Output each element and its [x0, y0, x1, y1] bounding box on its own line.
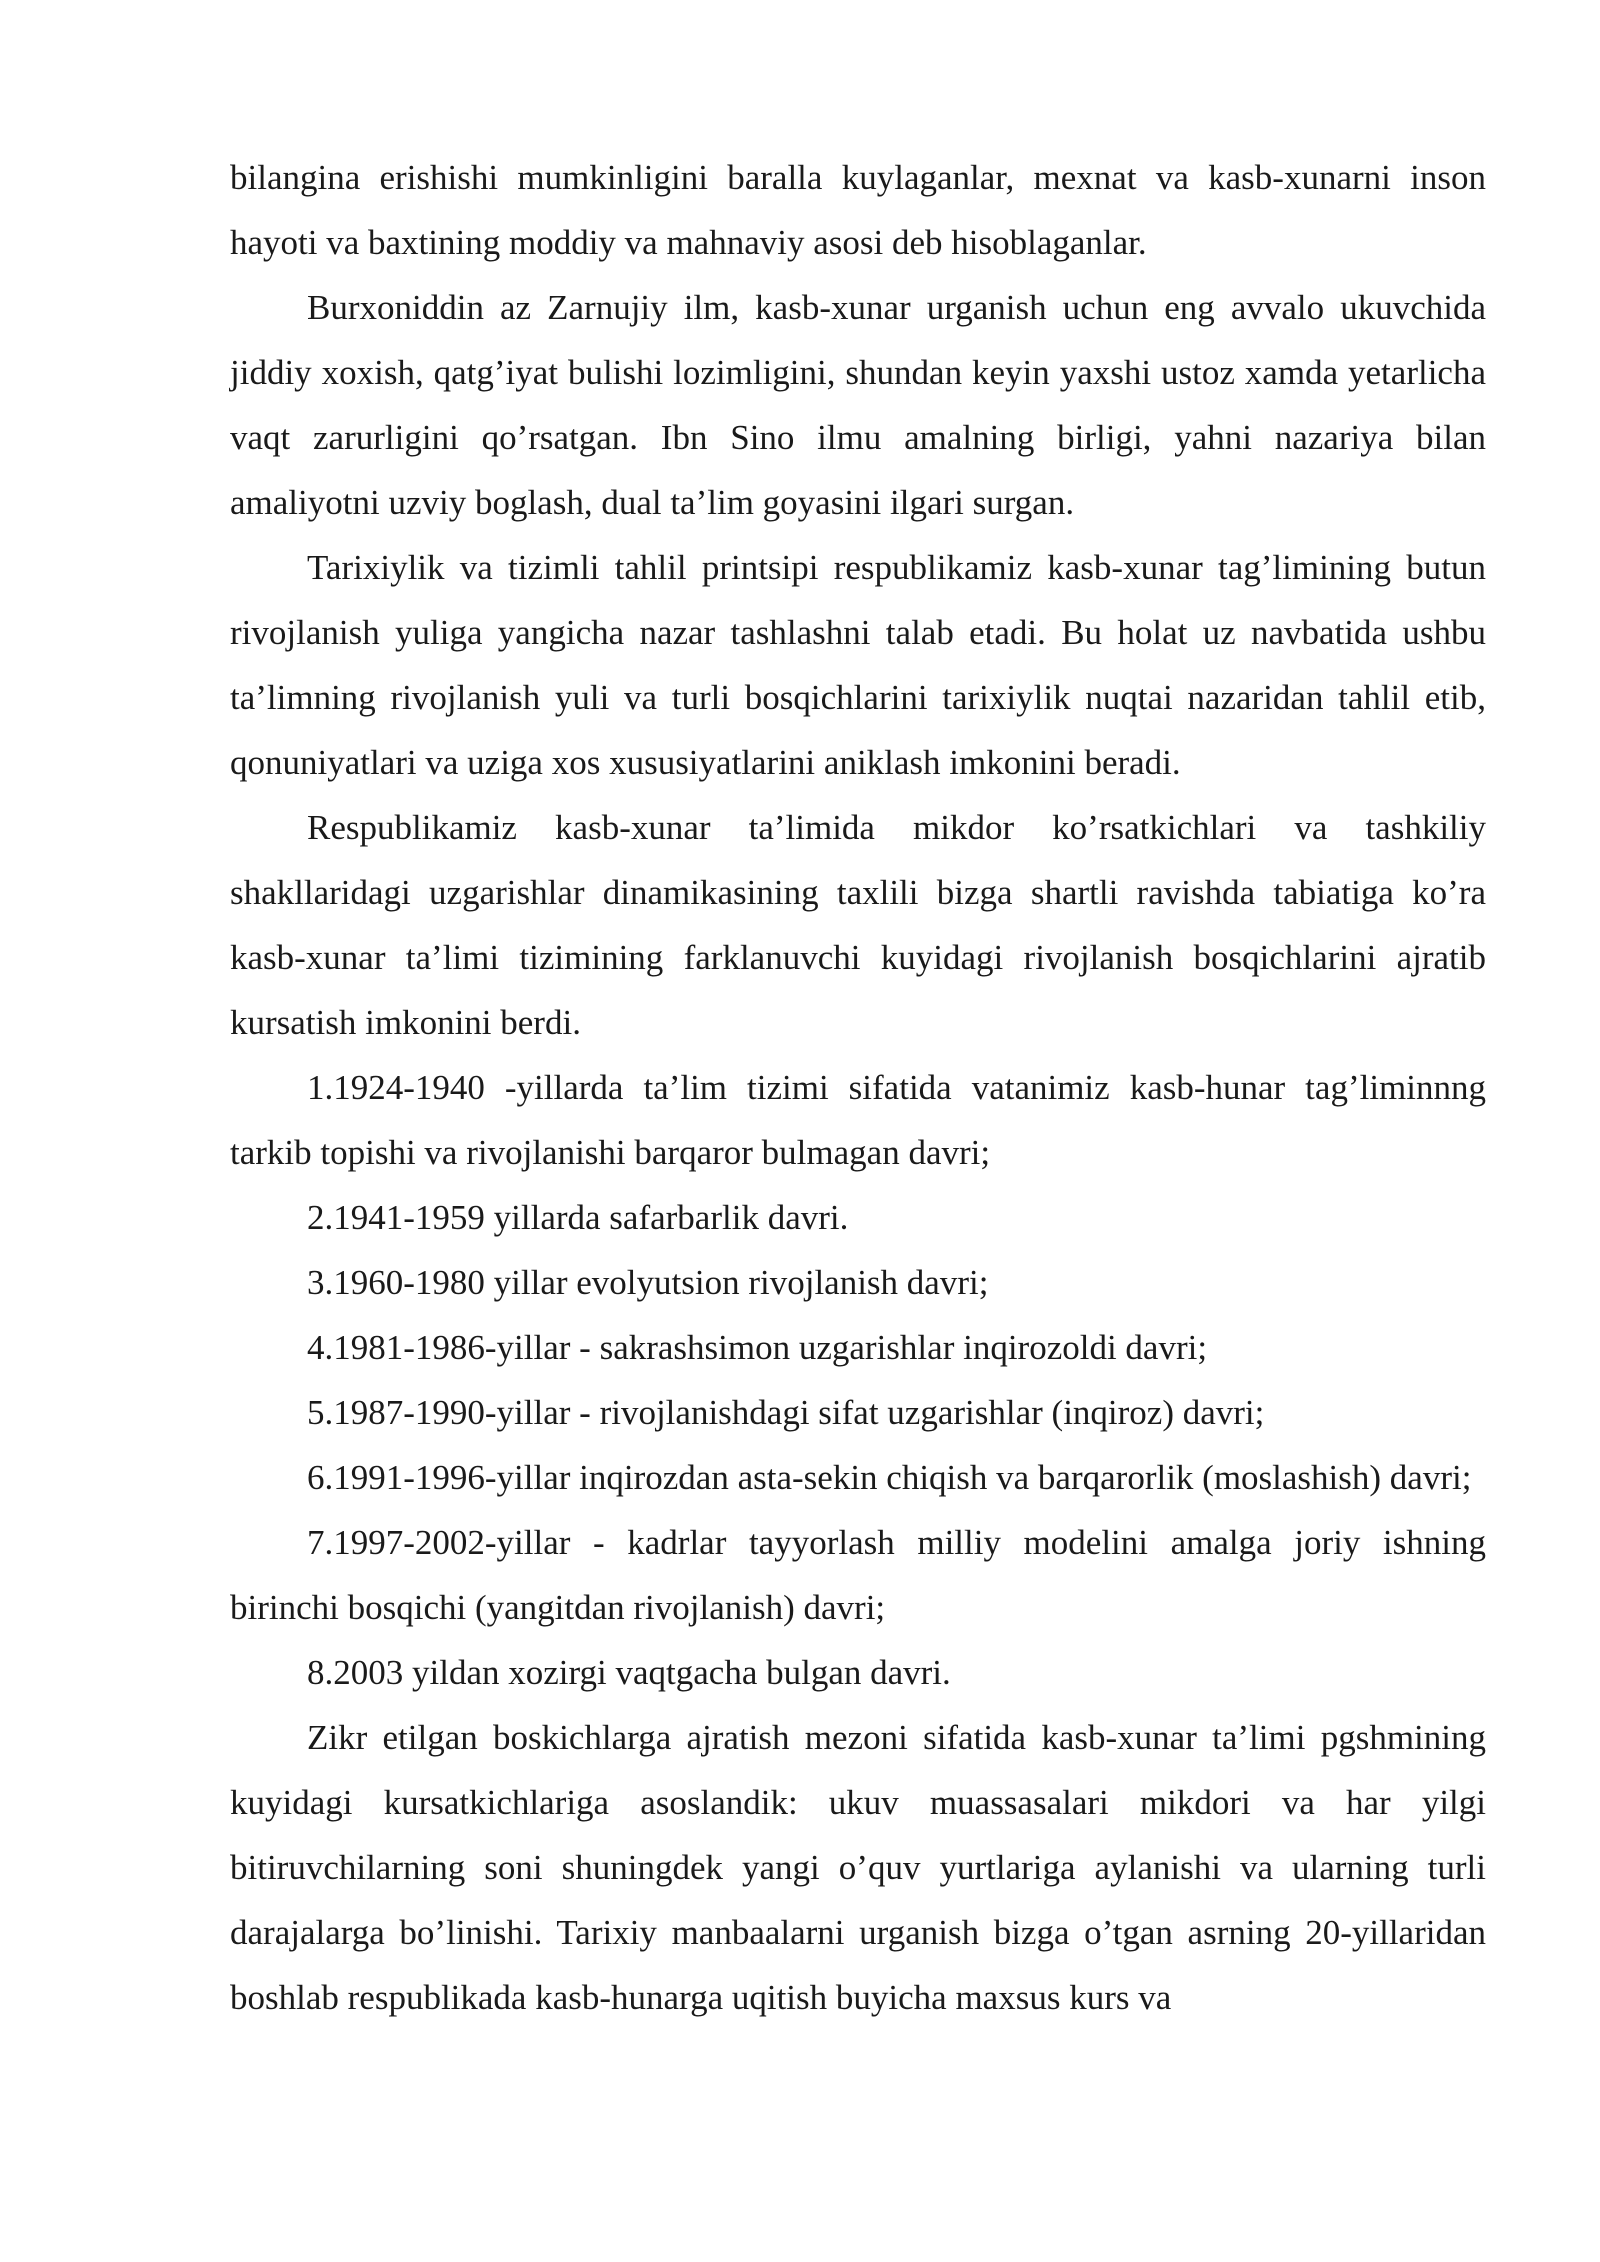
- document-page: [230, 145, 1486, 2030]
- paragraph-stages-intro: Respublikamiz kasb-xunar ta’limida mikdor ko’rsatkichlari va tashkiliy shakllaridagi uzgarishlar dinamikasining taxlili bizga shartli ravishda tabiatiga ko’ra kasb-xunar ta’limi tizimining farklanuvchi kuyidagi rivojlanish bosqichlarini ajratib kursatish imkonini berdi.: [230, 808, 1486, 1042]
- list-item-stage-6: 6.1991-1996-yillar inqirozdan asta-sekin chiqish va barqarorlik (moslashish) davri;: [307, 1458, 1472, 1497]
- list-item-stage-2: 2.1941-1959 yillarda safarbarlik davri.: [307, 1198, 849, 1237]
- list-item-stage-5: 5.1987-1990-yillar - rivojlanishdagi sifat uzgarishlar (inqiroz) davri;: [307, 1393, 1265, 1432]
- paragraph-historicity-principle: Tarixiylik va tizimli tahlil printsipi respublikamiz kasb-xunar tag’limining butun rivojlanish yuliga yangicha nazar tashlashni talab etadi. Bu holat uz navbatida ushbu ta’limning rivojlanish yuli va turli bosqichlarini tarixiylik nuqtai nazaridan tahlil etib, qonuniyatlari va uziga xos xususiyatlarini aniklash imkonini beradi.: [230, 548, 1486, 782]
- list-item-stage-8: 8.2003 yildan xozirgi vaqtgacha bulgan davri.: [307, 1653, 951, 1692]
- paragraph-continuation: bilangina erishishi mumkinligini baralla kuylaganlar, mexnat va kasb-xunarni inson hayoti va baxtining moddiy va mahnaviy asosi deb hisoblaganlar.: [230, 158, 1486, 262]
- list-item-stage-3: 3.1960-1980 yillar evolyutsion rivojlanish davri;: [307, 1263, 989, 1302]
- paragraph-criteria: Zikr etilgan boskichlarga ajratish mezoni sifatida kasb-xunar ta’limi pgshmining kuyidagi kursatkichlariga asoslandik: ukuv muassasalari mikdori va har yilgi bitiruvchilarning soni shuningdek yangi o’quv yurtlariga aylanishi va ularning turli darajalarga bo’linishi. Tarixiy manbaalarni urganish bizga o’tgan asrning 20-yillaridan boshlab respublikada kasb-hunarga uqitish buyicha maxsus kurs va: [230, 1718, 1486, 2017]
- list-item-stage-4: 4.1981-1986-yillar - sakrashsimon uzgarishlar inqirozoldi davri;: [307, 1328, 1208, 1367]
- list-item-stage-7: 7.1997-2002-yillar - kadrlar tayyorlash milliy modelini amalga joriy ishning birinchi bosqichi (yangitdan rivojlanish) davri;: [230, 1523, 1486, 1627]
- paragraph-zarnujiy: Burxoniddin az Zarnujiy ilm, kasb-xunar urganish uchun eng avvalo ukuvchida jiddiy xoxish, qatg’iyat bulishi lozimligini, shundan keyin yaxshi ustoz xamda yetarlicha vaqt zarurligini qo’rsatgan. Ibn Sino ilmu amalning birligi, yahni nazariya bilan amaliyotni uzviy boglash, dual ta’lim goyasini ilgari surgan.: [230, 288, 1486, 522]
- list-item-stage-1: 1.1924-1940 -yillarda ta’lim tizimi sifatida vatanimiz kasb-hunar tag’liminnng tarkib topishi va rivojlanishi barqaror bulmagan davri;: [230, 1068, 1486, 1172]
